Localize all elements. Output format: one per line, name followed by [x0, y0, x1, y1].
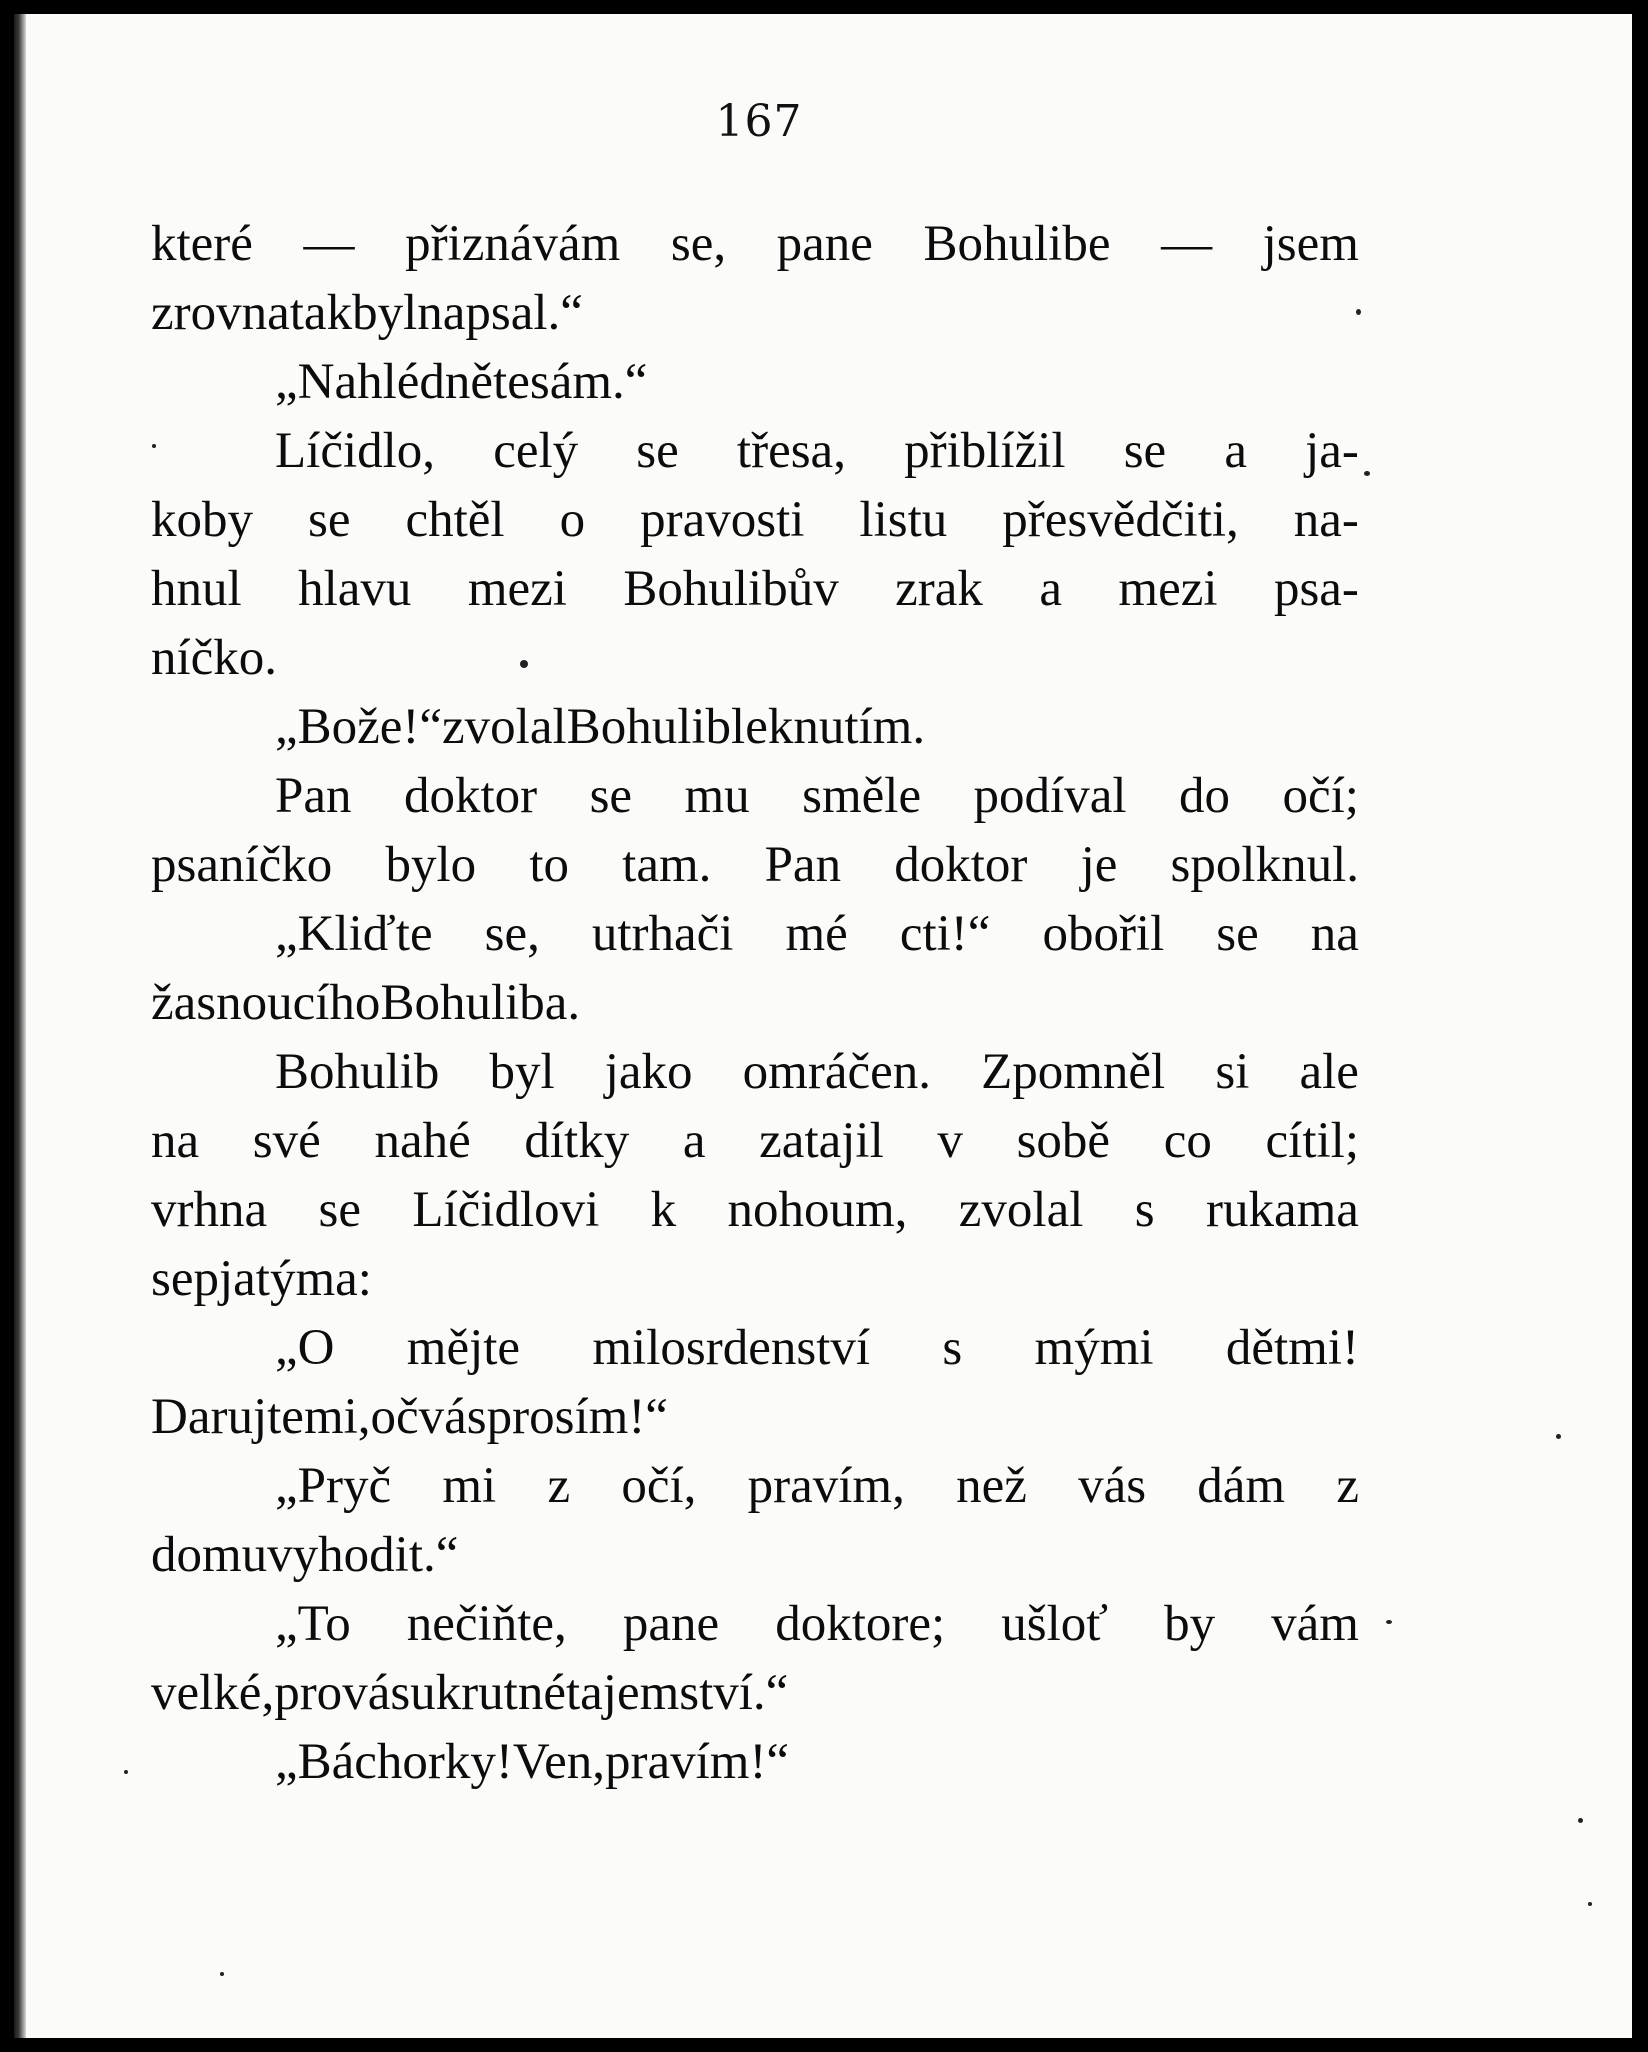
word: tam.: [622, 837, 712, 893]
word: velké,: [151, 1665, 275, 1721]
word: domu: [151, 1527, 268, 1583]
text-line: [151, 1383, 1359, 1452]
word: nahé: [374, 1113, 471, 1169]
text-line: [151, 348, 1359, 417]
word: se: [589, 768, 633, 824]
word: Bohulib: [566, 699, 732, 755]
word: byl: [489, 1044, 555, 1100]
text-line: [151, 1107, 1359, 1176]
text-line: [151, 417, 1359, 486]
word: zvolal: [442, 699, 567, 755]
text-line: [151, 1176, 1359, 1245]
word: s: [1134, 1182, 1155, 1238]
word: dítky: [524, 1113, 630, 1169]
word: ja-: [1305, 423, 1359, 479]
word: Pan: [764, 837, 842, 893]
word: vyhodit.“: [267, 1527, 459, 1583]
word: pane: [622, 1596, 720, 1652]
word: hnul: [151, 561, 242, 617]
word: se: [636, 423, 679, 479]
word: vás: [1078, 1458, 1147, 1514]
word: z: [1336, 1458, 1359, 1514]
word: bylo: [385, 837, 477, 893]
word: rukama: [1206, 1182, 1359, 1238]
word: žasnoucího: [151, 975, 381, 1031]
word: mi,: [303, 1389, 371, 1445]
word: dětmi!: [1225, 1320, 1359, 1376]
book-page: [14, 14, 1632, 2038]
word: milosrdenství: [592, 1320, 871, 1376]
word: hlavu: [298, 561, 412, 617]
text-line: [151, 1314, 1359, 1383]
word: „To: [275, 1596, 351, 1652]
word: mými: [1034, 1320, 1154, 1376]
word: Bohulibův: [623, 561, 839, 617]
word: by: [1164, 1596, 1216, 1652]
word: chtěl: [405, 492, 505, 548]
word: na: [151, 1113, 200, 1169]
word: níčko.: [151, 630, 278, 686]
word: „Pryč: [275, 1458, 392, 1514]
word: sobě: [1016, 1113, 1111, 1169]
word: utrhači: [591, 906, 734, 962]
word: vás: [418, 1389, 487, 1445]
word: zvolal: [958, 1182, 1084, 1238]
page-number: 167: [715, 96, 803, 147]
word: přesvědčiti,: [1002, 492, 1239, 548]
word: to: [529, 837, 569, 893]
word: se: [308, 492, 351, 548]
word: se,: [484, 906, 540, 962]
word: mezi: [467, 561, 567, 617]
page-text: [151, 210, 1359, 1797]
word: očí;: [1282, 768, 1359, 824]
scan-speck: [1364, 471, 1370, 476]
page-spine-edge: [14, 14, 26, 2038]
text-line: [151, 693, 1359, 762]
word: napsal.“: [417, 285, 583, 341]
word: své: [252, 1113, 321, 1169]
word: vás: [342, 1665, 411, 1721]
scan-speck: [1356, 309, 1361, 315]
word: psa-: [1273, 561, 1359, 617]
word: sepjatýma:: [151, 1251, 372, 1307]
word: zrovna: [151, 285, 290, 341]
word: a: [682, 1113, 706, 1169]
word: Bohulibe: [923, 216, 1111, 272]
word: směle: [802, 768, 922, 824]
text-line: [151, 486, 1359, 555]
word: mu: [684, 768, 750, 824]
word: do: [1178, 768, 1230, 824]
word: podíval: [973, 768, 1127, 824]
text-line: [151, 1038, 1359, 1107]
word: jsem: [1262, 216, 1359, 272]
word: listu: [859, 492, 948, 548]
word: očí,: [621, 1458, 697, 1514]
word: pro: [274, 1665, 343, 1721]
text-line: [151, 1245, 1359, 1314]
word: a: [1039, 561, 1062, 617]
word: třesa,: [736, 423, 846, 479]
word: o: [559, 492, 586, 548]
word: přiblížil: [904, 423, 1066, 479]
word: byl: [352, 285, 418, 341]
word: „Kliďte: [275, 906, 433, 962]
scan-speck: [1556, 1434, 1561, 1439]
scan-speck: [1578, 1818, 1583, 1823]
word: si: [1215, 1044, 1250, 1100]
word: —: [303, 216, 355, 272]
word: je: [1080, 837, 1118, 893]
scan-speck: [124, 1770, 128, 1774]
word: Ven,: [512, 1734, 605, 1790]
word: které: [151, 216, 253, 272]
word: Líčidlovi: [412, 1182, 600, 1238]
scan-speck: [520, 660, 528, 668]
word: zatajil: [759, 1113, 884, 1169]
word: jako: [604, 1044, 693, 1100]
word: Darujte: [151, 1389, 304, 1445]
word: k: [650, 1182, 677, 1238]
text-line: [151, 1521, 1359, 1590]
text-line: [151, 1659, 1359, 1728]
word: ukrutné: [410, 1665, 566, 1721]
word: doktore;: [775, 1596, 946, 1652]
text-line: [151, 762, 1359, 831]
word: přiznávám: [405, 216, 621, 272]
word: nohoum,: [727, 1182, 908, 1238]
word: vám: [1271, 1596, 1359, 1652]
word: tajemství.“: [565, 1665, 789, 1721]
word: spolknul.: [1170, 837, 1359, 893]
text-line: [151, 1590, 1359, 1659]
scan-speck: [220, 1972, 224, 1976]
word: psaníčko: [151, 837, 333, 893]
word: z: [547, 1458, 571, 1514]
text-line: [151, 555, 1359, 624]
scan-speck: [152, 444, 156, 448]
word: doktor: [403, 768, 538, 824]
scan-speck: [1588, 1902, 1592, 1906]
word: pravosti: [640, 492, 805, 548]
word: sám.“: [529, 354, 648, 410]
word: celý: [493, 423, 579, 479]
word: mé: [785, 906, 848, 962]
word: „Bože!“: [275, 699, 443, 755]
word: omráčen.: [742, 1044, 931, 1100]
word: ale: [1299, 1044, 1359, 1100]
word: dám: [1197, 1458, 1286, 1514]
word: leknutím.: [731, 699, 926, 755]
word: pane: [776, 216, 873, 272]
word: se: [1123, 423, 1167, 479]
text-line: [151, 1728, 1359, 1797]
text-line: [151, 969, 1359, 1038]
word: v: [937, 1113, 963, 1169]
text-line: [151, 831, 1359, 900]
word: „O: [275, 1320, 335, 1376]
word: prosím!“: [486, 1389, 668, 1445]
text-line: [151, 1452, 1359, 1521]
word: než: [956, 1458, 1027, 1514]
word: „Báchorky!: [275, 1734, 513, 1790]
word: Pan: [275, 768, 352, 824]
text-line: [151, 900, 1359, 969]
word: —: [1161, 216, 1213, 272]
word: se: [1216, 906, 1259, 962]
word: vrhna: [151, 1182, 268, 1238]
word: doktor: [894, 837, 1028, 893]
word: ušloť: [1001, 1596, 1109, 1652]
word: pravím,: [747, 1458, 905, 1514]
word: mějte: [406, 1320, 521, 1376]
word: Bohulib: [275, 1044, 440, 1100]
word: s: [942, 1320, 963, 1376]
word: Líčidlo,: [275, 423, 436, 479]
scan-speck: [1386, 1620, 1392, 1624]
word: nečiňte,: [406, 1596, 567, 1652]
word: na: [1310, 906, 1359, 962]
word: se,: [670, 216, 727, 272]
text-line: [151, 210, 1359, 279]
word: mi: [442, 1458, 497, 1514]
word: Bohuliba.: [380, 975, 581, 1031]
word: na-: [1293, 492, 1359, 548]
word: Zpomněl: [981, 1044, 1166, 1100]
word: cti!“: [899, 906, 991, 962]
text-line: [151, 624, 1359, 693]
word: se: [318, 1182, 361, 1238]
word: cítil;: [1265, 1113, 1359, 1169]
text-line: [151, 279, 1359, 348]
word: tak: [289, 285, 353, 341]
word: oč: [370, 1389, 419, 1445]
word: a: [1224, 423, 1247, 479]
word: co: [1163, 1113, 1212, 1169]
word: koby: [151, 492, 253, 548]
word: mezi: [1118, 561, 1218, 617]
word: pravím!“: [604, 1734, 790, 1790]
word: „Nahlédněte: [275, 354, 530, 410]
word: obořil: [1042, 906, 1165, 962]
word: zrak: [895, 561, 983, 617]
